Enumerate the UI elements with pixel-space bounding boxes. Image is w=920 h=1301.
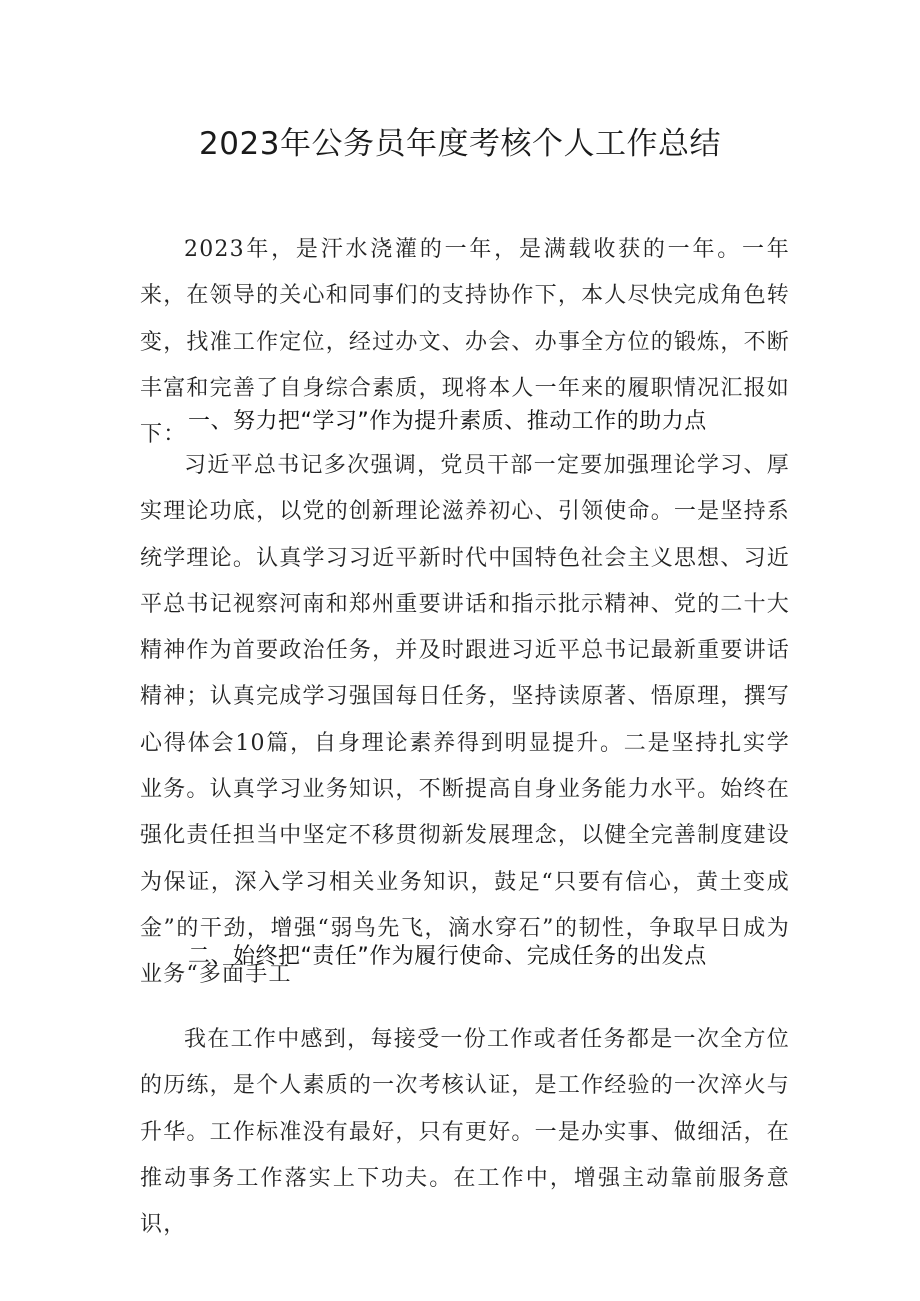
intro-paragraph: 2023年，是汗水浇灌的一年，是满载收获的一年。一年来，在领导的关心和同事们的支持协作下，本人尽快完成角色转变，找准工作定位，经过办文、办会、办事全方位的锻炼，不断丰富和完善了自身综合素质，现将本人一年来的履职情况汇报如下： [140,237,790,448]
section-heading-responsibility: 二、始终把“责任”作为履行使命、完成任务的出发点 [188,944,707,969]
study-paragraph: 习近平总书记多次强调，党员干部一定要加强理论学习、厚实理论功底，以党的创新理论滋养初心、引领使命。一是坚持系统学理论。认真学习习近平新时代中国特色社会主义思想、习近平总书记视察河南和郑州重要讲话和指示批示精神、党的二十大精神作为首要政治任务，并及时跟进习近平总书记最新重要讲话精神；认真完成学习强国每日任务，坚持读原著、悟原理，撰写心得体会10篇，自身理论素养得到明显提升。二是坚持扎实学业务。认真学习业务知识，不断提高自身业务能力水平。始终在强化责任担当中坚定不移贯彻新发展理念，以健全完善制度建设为保证，深入学习相关业务知识，鼓足“只要有信心，黄土变成金”的干劲，增强“弱鸟先飞，滴水穿石”的韧性，争取早日成为业务“多面手工 [140,453,790,988]
section-heading-study: 一、努力把“学习”作为提升素质、推动工作的助力点 [188,409,707,434]
document-title: 2023年公务员年度考核个人工作总结 [199,126,721,162]
responsibility-paragraph: 我在工作中感到，每接受一份工作或者任务都是一次全方位的历练，是个人素质的一次考核认证，是工作经验的一次淬火与升华。工作标准没有最好，只有更好。一是办实事、做细活，在推动事务工作落实上下功夫。在工作中，增强主动靠前服务意识， [140,1027,790,1238]
